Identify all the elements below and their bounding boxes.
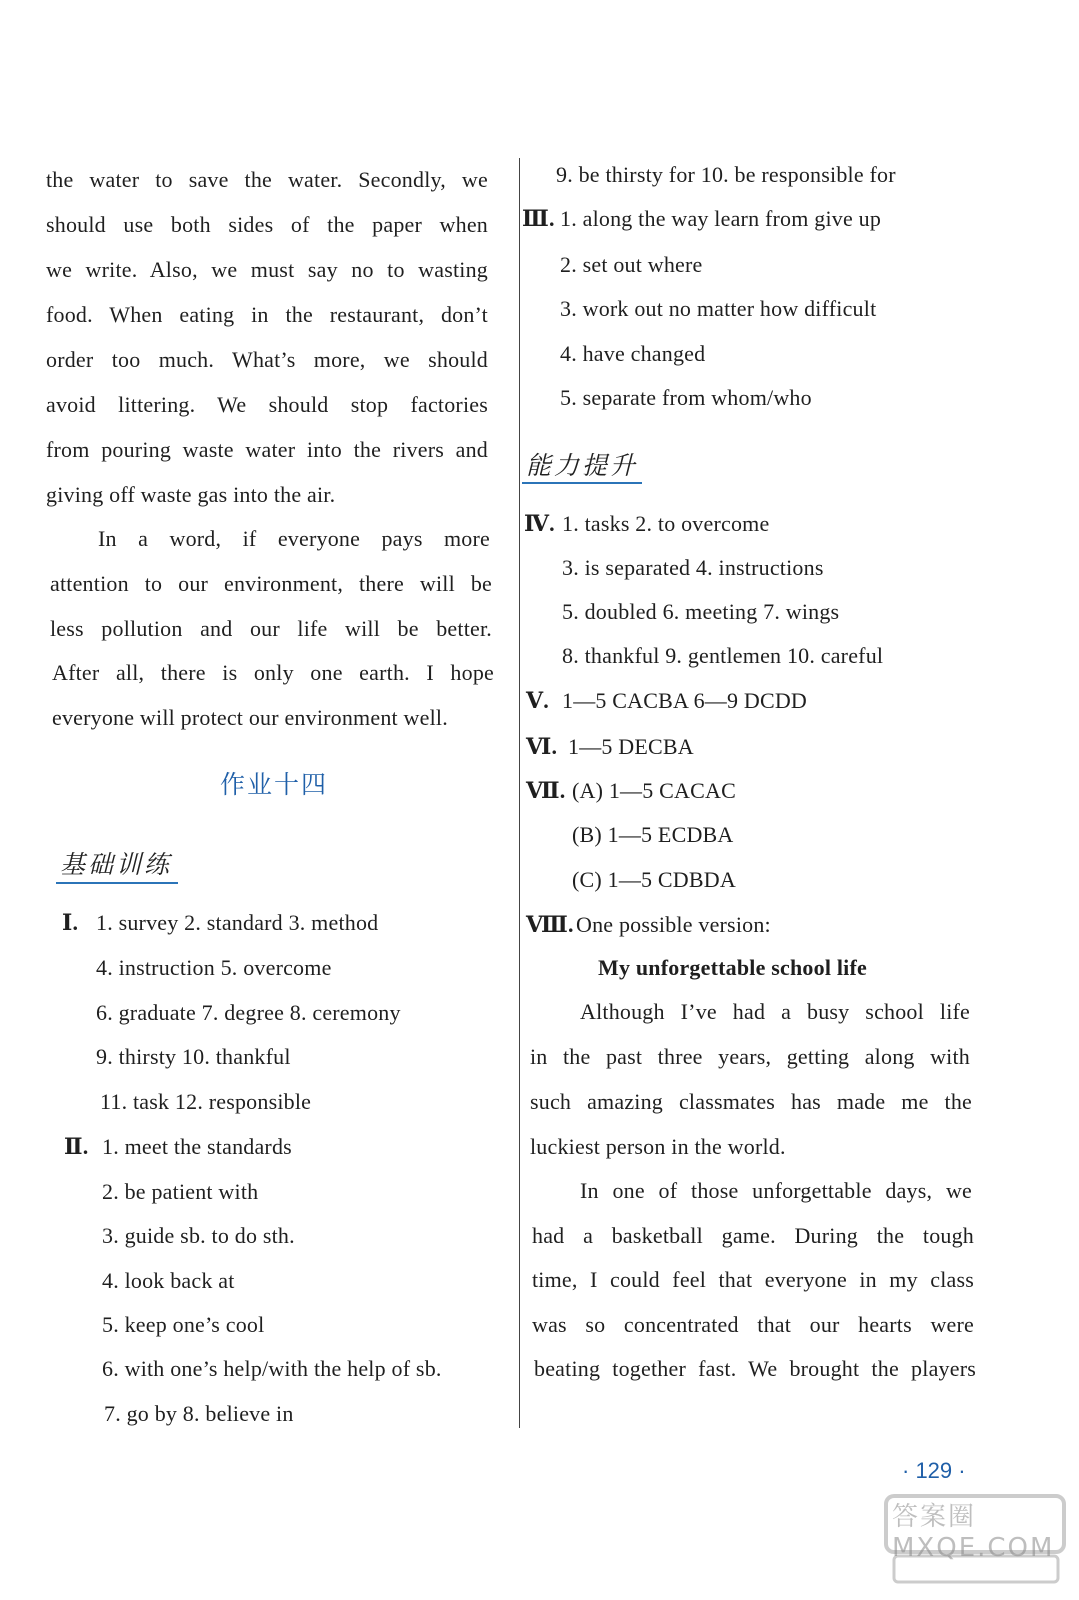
essay-line: luckiest person in the world. bbox=[530, 1134, 786, 1159]
answer-row: 3. work out no matter how difficult bbox=[560, 296, 877, 321]
section-heading-basic: 基础训练 bbox=[60, 850, 173, 879]
essay-line: avoid littering. We should stop factories bbox=[46, 392, 488, 417]
answer-row: 1. meet the standards bbox=[102, 1134, 292, 1159]
essay-line: beating together fast. We brought the players bbox=[534, 1356, 976, 1381]
answer-row: 11. task 12. responsible bbox=[100, 1089, 312, 1114]
answer-row: 2. be patient with bbox=[102, 1179, 259, 1204]
essay-line: attention to our environment, there will be bbox=[50, 571, 492, 596]
part-numeral: Ⅰ. bbox=[62, 910, 79, 935]
answer-row: 6. with one’s help/with the help of sb. bbox=[102, 1356, 442, 1381]
essay-line: order too much. What’s more, we should bbox=[46, 347, 488, 372]
essay-line: everyone will protect our environment well. bbox=[52, 705, 448, 730]
essay-line: such amazing classmates has made me the bbox=[530, 1089, 972, 1114]
essay-line: the water to save the water. Secondly, we bbox=[46, 167, 488, 192]
essay-line: After all, there is only one earth. I hope bbox=[52, 660, 494, 685]
essay-line: In a word, if everyone pays more bbox=[98, 526, 490, 551]
answer-row: 5. separate from whom/who bbox=[560, 385, 812, 410]
part-numeral: Ⅲ. bbox=[522, 206, 555, 231]
essay-line: food. When eating in the restaurant, don’t bbox=[46, 302, 488, 327]
column-divider bbox=[519, 158, 520, 1428]
answer-row: 9. thirsty 10. thankful bbox=[96, 1044, 291, 1069]
essay-line: had a basketball game. During the tough bbox=[532, 1223, 974, 1248]
section-underline bbox=[522, 482, 642, 484]
part-numeral: Ⅴ. bbox=[526, 688, 549, 713]
essay-line: In one of those unforgettable days, we bbox=[580, 1178, 972, 1203]
answer-row: 3. guide sb. to do sth. bbox=[102, 1223, 295, 1248]
part-numeral: Ⅷ. bbox=[526, 912, 574, 937]
answer-row: 7. go by 8. believe in bbox=[104, 1401, 294, 1426]
answer-row: 1—5 CACBA 6—9 DCDD bbox=[562, 688, 808, 713]
answer-row: 9. be thirsty for 10. be responsible for bbox=[556, 162, 896, 187]
homework-title: 作业十四 bbox=[220, 770, 329, 799]
answer-row: 5. doubled 6. meeting 7. wings bbox=[562, 599, 840, 624]
part-numeral: Ⅳ. bbox=[524, 511, 555, 536]
answer-row: 8. thankful 9. gentlemen 10. careful bbox=[562, 643, 884, 668]
watermark-text: 答案圈 MXQE.COM bbox=[892, 1502, 1055, 1563]
essay-line: Although I’ve had a busy school life bbox=[580, 999, 970, 1024]
page-number: · 129 · bbox=[902, 1458, 966, 1483]
answer-row: (B) 1—5 ECDBA bbox=[572, 822, 734, 847]
answer-row: 6. graduate 7. degree 8. ceremony bbox=[96, 1000, 401, 1025]
part-numeral: Ⅶ. bbox=[526, 778, 566, 803]
essay-line: from pouring waste water into the rivers and bbox=[46, 437, 488, 462]
essay-line: in the past three years, getting along with bbox=[530, 1044, 970, 1069]
answer-row: 1. tasks 2. to overcome bbox=[562, 511, 770, 536]
essay-line: less pollution and our life will be better. bbox=[50, 616, 492, 641]
part-numeral: Ⅵ. bbox=[526, 734, 558, 759]
answer-row: 4. look back at bbox=[102, 1268, 235, 1293]
answer-row: 4. have changed bbox=[560, 341, 706, 366]
essay-intro: One possible version: bbox=[576, 912, 771, 937]
answer-row: (A) 1—5 CACAC bbox=[572, 778, 736, 803]
essay-line: giving off waste gas into the air. bbox=[46, 482, 336, 507]
essay-line: time, I could feel that everyone in my class bbox=[532, 1267, 974, 1292]
essay-line: should use both sides of the paper when bbox=[46, 212, 488, 237]
answer-row: 5. keep one’s cool bbox=[102, 1312, 265, 1337]
essay-title: My unforgettable school life bbox=[598, 955, 867, 980]
part-numeral: Ⅱ. bbox=[64, 1134, 89, 1159]
essay-line: was so concentrated that our hearts were bbox=[532, 1312, 974, 1337]
answer-row: 1. survey 2. standard 3. method bbox=[96, 910, 379, 935]
answer-row: 2. set out where bbox=[560, 252, 703, 277]
essay-line: we write. Also, we must say no to wasting bbox=[46, 257, 488, 282]
answer-row: 3. is separated 4. instructions bbox=[562, 555, 824, 580]
section-underline bbox=[56, 882, 178, 884]
answer-row: (C) 1—5 CDBDA bbox=[572, 867, 736, 892]
answer-row: 4. instruction 5. overcome bbox=[96, 955, 332, 980]
section-heading-advanced: 能力提升 bbox=[526, 451, 639, 480]
answer-row: 1. along the way learn from give up bbox=[560, 206, 882, 231]
answer-row: 1—5 DECBA bbox=[568, 734, 694, 759]
